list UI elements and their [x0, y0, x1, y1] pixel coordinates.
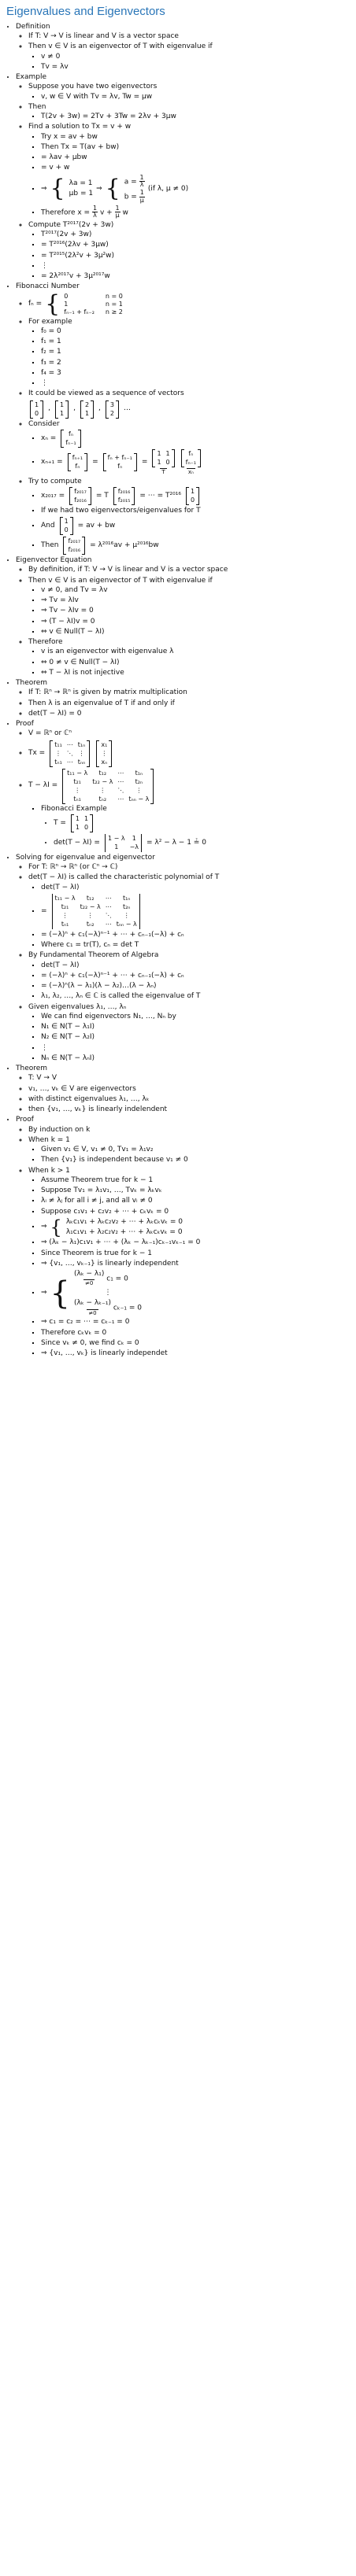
- outline-item: ◦ T: V → V: [28, 1074, 351, 1083]
- math-line: ▪ = (−λ)ⁿ(λ − λ₁)(λ − λ₂)…(λ − λₙ): [41, 982, 351, 991]
- outline-text: det(T − λI) is called the characteristic polynomial of T: [28, 873, 220, 882]
- left-brace-icon: {: [50, 1275, 70, 1312]
- fraction: $\frac{1}{\mu}$: [115, 205, 120, 220]
- math-line: ▪ det(T − λI): [41, 884, 351, 892]
- outline-item: ◦ V = ℝⁿ or ℂⁿ: [28, 729, 351, 738]
- math-line: ▪ ⇒ {v₁, …, vₖ₋₁} is linearly independent: [41, 1260, 351, 1268]
- math-line: ▪ x₂₀₁₇ = f₂₀₁₇ f₂₀₁₆ = T f₂₀₁₆ f₂₀₁₅ = ⋯ = T²⁰¹⁶ 1 0: [41, 487, 351, 505]
- outline-item: ◦ then {v₁, …, vₖ} is linearly indelendent: [28, 1105, 351, 1114]
- vector-sequence: 1 0 , 1 1 , 2 1 , 3 2 …: [28, 400, 351, 419]
- outline-item: ◦ Then λ is an eigenvalue of T if and only if: [28, 699, 351, 708]
- labeled-factor: (λₖ − λₖ₋₁) ≠0: [74, 1299, 111, 1316]
- math-line: ▪ det(T − λI): [41, 961, 351, 970]
- math-line: ▪ ⇔ 0 ≠ v ∈ Null(T − λI): [41, 659, 351, 667]
- section-label: Proof: [16, 720, 34, 729]
- equation-system: λₖc₁v₁ + λₖc₂v₂ + ⋯ + λₖcₖvₖ = 0 λ₁c₁v₁ + λ₂c₂v₂ + ⋯ + λₖcₖvₖ = 0: [65, 1217, 183, 1237]
- outline-item: [28, 1167, 351, 1359]
- outline-item: [28, 221, 351, 282]
- math-line: ▪ Given v₁ ∈ V, v₁ ≠ 0, Tv₁ = λ₁v₂: [41, 1146, 351, 1154]
- outline-text: Then v ∈ V is an eigenvector of T with eigenvalue if: [28, 42, 213, 51]
- solution-system: a = $\frac{1}{\lambda}$ b = $\frac{1}{\mu}$: [124, 173, 144, 204]
- matrix: t₁₁ − λ t₁₂ ⋯ t₁ₙ t₂₁ t₂₂ − λ ⋯ t₂ₙ ⋮ ⋮ ⋱ ⋮ tₙ₁ tₙ₂ ⋯ tₙₙ − λ: [62, 769, 154, 804]
- matrix: 1 1 1 0: [152, 449, 174, 467]
- column-vector: f₂₀₁₆ f₂₀₁₅: [113, 487, 135, 505]
- math-line: ▪ Since Theorem is true for k − 1: [41, 1249, 351, 1258]
- math-line: ▪ λ₁, λ₂, …, λₙ ∈ ℂ is called the eigenvalue of T: [41, 992, 351, 1001]
- section-example: [16, 73, 351, 281]
- math-line: ▪ v, w ∈ V with Tv = λv, Tw = μw: [41, 93, 351, 101]
- section-fibonacci: [16, 282, 351, 555]
- section-eigenvector-equation: [16, 556, 351, 677]
- system-line: ▪ ⇒ { λa = 1 μb = 1 ⇒ { a = $\frac{1}{\lambda}$ b = $\frac{1}{\mu}$ (if λ, μ ≠ 0): [41, 175, 351, 205]
- math-line: ▪ ⇒ Tv − λIv = 0: [41, 607, 351, 615]
- column-vector: fₙ fₙ₋₁: [181, 449, 201, 467]
- piecewise-cases: 0 n = 0 1 n = 1 fₙ₋₁ + fₙ₋₂ n ≥ 2: [64, 292, 123, 316]
- condition: ▪ v ≠ 0: [41, 53, 351, 61]
- outline-text: Fibonacci Example: [41, 804, 107, 813]
- outline-item: ◦ By induction on k: [28, 1126, 351, 1135]
- section-label: Eigenvector Equation: [16, 556, 92, 565]
- math-line: ▪ Then Tx = T(av + bw): [41, 143, 351, 152]
- math-line: ▪ Where c₁ = tr(T), cₙ = det T: [41, 941, 351, 950]
- section-proof: [16, 720, 351, 852]
- outline-text: Therefore: [28, 638, 63, 647]
- outline-item: ◦ v₁, …, vₖ ∈ V are eigenvectors: [28, 1085, 351, 1094]
- math-line: ▪ = T²⁰¹⁵(2λ²v + 3μ²w): [41, 252, 351, 260]
- outline-text: Then: [28, 102, 46, 111]
- math-line: ▪ T(2v + 3w) = 2Tv + 3Tw = 2λv + 3μw: [41, 113, 351, 121]
- math-line: ▪ If we had two eigenvectors/eigenvalues for T: [41, 507, 351, 515]
- column-vector: 2 1: [80, 400, 94, 419]
- outline-item: [28, 389, 351, 418]
- math-line: ▪ ⋮: [41, 1044, 351, 1053]
- math-line: ▪ f₂ = 1: [41, 348, 351, 356]
- column-vector: 1 1: [55, 400, 69, 419]
- fraction: $\frac{1}{\lambda}$: [92, 205, 98, 220]
- section-label: Fibonacci Number: [16, 282, 80, 291]
- left-brace-icon: {: [45, 290, 61, 318]
- outline-text: Consider: [28, 419, 60, 428]
- system-line: ▪ ⇒ { (λₖ − λ₁) ≠0 c₁ = 0 ⋮ (λₖ − λₖ₋₁) ≠0 cₖ₋₁ = 0: [41, 1270, 351, 1316]
- math-line: ▪ ⇒ Tv = λIv: [41, 596, 351, 605]
- outline-item: ◦ det(T − λI) = 0: [28, 710, 351, 718]
- math-line: ◦ Tx = t₁₁ ⋯ t₁ₙ ⋮ ⋱ ⋮ tₙ₁ ⋯ tₙₙ x₁ ⋮ xₙ: [28, 740, 351, 767]
- fraction: $\frac{1}{\lambda}$: [139, 173, 144, 188]
- math-line: ▪ ⋮: [41, 262, 351, 271]
- math-line: ▪ ⇔ T − λI is not injective: [41, 669, 351, 677]
- matrix: t₁₁ ⋯ t₁ₙ ⋮ ⋱ ⋮ tₙ₁ ⋯ tₙₙ: [50, 740, 90, 767]
- outline-text: Given eigenvalues λ₁, …, λₙ: [28, 1002, 127, 1011]
- outline-item: ◦ with distinct eigenvalues λ₁, …, λₖ: [28, 1095, 351, 1104]
- math-line: ▪ = (−λ)ⁿ + c₁(−λ)ⁿ⁻¹ + ⋯ + cₙ₋₁(−λ) + cₙ: [41, 972, 351, 980]
- outline-item: [28, 318, 351, 389]
- outline-item: [28, 951, 351, 1001]
- column-vector: fₙ fₙ₋₁: [61, 430, 80, 448]
- math-line: ▪ = (−λ)ⁿ + c₁(−λ)ⁿ⁻¹ + ⋯ + cₙ₋₁(−λ) + cₙ: [41, 931, 351, 939]
- section-label: Solving for eigenvalue and eigenvector: [16, 853, 155, 862]
- section-solving: [16, 854, 351, 1063]
- labeled-matrix: 1 1 1 0 T: [150, 449, 176, 476]
- math-line: ▪ = 2λ²⁰¹⁷v + 3μ²⁰¹⁷w: [41, 272, 351, 281]
- outline-text: Compute T²⁰¹⁷(2v + 3w): [28, 220, 114, 229]
- fraction: $\frac{1}{\mu}$: [139, 189, 144, 204]
- math-line: ▪ v ≠ 0, and Tv = λv: [41, 586, 351, 595]
- outline-item: [28, 1003, 351, 1064]
- labeled-factor: (λₖ − λ₁) ≠0: [74, 1270, 105, 1287]
- math-line: ▪ f₃ = 2: [41, 359, 351, 367]
- outline-item: [28, 420, 351, 476]
- equation-system: λa = 1 μb = 1: [69, 179, 94, 198]
- section-label: Definition: [16, 22, 50, 31]
- section-label: Theorem: [16, 1065, 48, 1073]
- math-line: ▪ f₁ = 1: [41, 338, 351, 346]
- outline-text: Then v ∈ V is an eigenvector of T with eigenvalue if: [28, 576, 213, 585]
- math-line: ▪ ⇒ c₁ = c₂ = ⋯ = cₖ₋₁ = 0: [41, 1318, 351, 1327]
- math-line: • det(T − λI) = 1 − λ 1 1 −λ = λ² − λ − 1 ≟ 0: [54, 834, 351, 852]
- math-line: • T = 1 1 1 0: [54, 814, 351, 832]
- math-line: ▪ Try x = av + bw: [41, 133, 351, 142]
- math-line: ▪ λᵢ ≠ λⱼ for all i ≠ j, and all vᵢ ≠ 0: [41, 1197, 351, 1205]
- math-line: ▪ ⇒ {v₁, …, vₖ} is linearly independet: [41, 1349, 351, 1358]
- coefficient-system: (λₖ − λ₁) ≠0 c₁ = 0 ⋮ (λₖ − λₖ₋₁) ≠0 cₖ₋₁ = 0: [74, 1270, 142, 1316]
- outline-text: It could be viewed as a sequence of vectors: [28, 389, 184, 398]
- math-line: ▪ ⇒ (T − λI)v = 0: [41, 618, 351, 626]
- section-theorem: [16, 679, 351, 718]
- math-line: ▪ Suppose c₁v₁ + c₂v₂ + ⋯ + cₖvₖ = 0: [41, 1208, 351, 1216]
- math-line: ▪ Suppose Tv₁ = λ₁v₁, …, Tvₖ = λₖvₖ: [41, 1187, 351, 1195]
- left-brace-icon: {: [50, 175, 65, 203]
- determinant: 1 − λ 1 1 −λ: [105, 834, 142, 852]
- math-line: ▪ Nₙ ∈ N(T − λₙI): [41, 1054, 351, 1063]
- math-line: ▪ f₄ = 3: [41, 369, 351, 378]
- math-line: ▪ = λav + μbw: [41, 153, 351, 162]
- math-line: ▪ xₙ = fₙ fₙ₋₁: [41, 430, 351, 448]
- column-vector: x₁ ⋮ xₙ: [96, 740, 112, 767]
- column-vector: 1 0: [186, 487, 199, 505]
- column-vector: 3 2: [106, 400, 119, 419]
- outline-item: ◦ If T: V → V is linear and V is a vector space: [28, 32, 351, 41]
- labeled-vector: fₙ fₙ₋₁ xₙ: [180, 449, 202, 476]
- page-title: Eigenvalues and Eigenvectors: [6, 5, 165, 18]
- column-vector: 1 0: [30, 400, 43, 419]
- math-line: ▪ Therefore cₖvₖ = 0: [41, 1329, 351, 1338]
- math-line: ▪ ⋮: [41, 379, 351, 388]
- outline-item: [41, 805, 351, 852]
- outline-item: [28, 123, 351, 220]
- column-vector: fₙ₊₁ fₙ: [68, 453, 87, 471]
- math-line: ▪ And 1 0 = av + bw: [41, 517, 351, 535]
- outline-text: When k > 1: [28, 1166, 70, 1175]
- outline-text: Try to compute: [28, 477, 82, 485]
- math-line: ▪ v is an eigenvector with eigenvalue λ: [41, 648, 351, 656]
- system-line: ▪ ⇒ { λₖc₁v₁ + λₖc₂v₂ + ⋯ + λₖcₖvₖ = 0 λ₁c₁v₁ + λ₂c₂v₂ + ⋯ + λₖcₖvₖ = 0: [41, 1218, 351, 1238]
- outline-text: For example: [28, 317, 72, 326]
- outline-item: [28, 1136, 351, 1165]
- math-line: ▪ T²⁰¹⁷(2v + 3w): [41, 231, 351, 239]
- column-vector: f₂₀₁₇ f₂₀₁₆: [63, 537, 85, 555]
- math-line: ▪ N₂ ∈ N(T − λ₂I): [41, 1033, 351, 1042]
- outline-item: [28, 638, 351, 677]
- outline-text: When k = 1: [28, 1135, 70, 1144]
- math-line: ▪ xₙ₊₁ = fₙ₊₁ fₙ = fₙ + fₙ₋₁ fₙ = 1 1 1 0 T fₙ fₙ₋₁ xₙ: [41, 449, 351, 476]
- math-line: ▪ Since vₖ ≠ 0, we find cₖ = 0: [41, 1339, 351, 1348]
- condition: ▪ Tv = λv: [41, 63, 351, 72]
- determinant: t₁₁ − λ t₁₂ ⋯ t₁ₙ t₂₁ t₂₂ − λ ⋯ t₂ₙ ⋮ ⋮ ⋱ ⋮ tₙ₁ tₙ₂ ⋯ tₙₙ − λ: [52, 894, 140, 929]
- section-label: Theorem: [16, 679, 48, 688]
- outline-item: [28, 478, 351, 555]
- math-line: ▪ = t₁₁ − λ t₁₂ ⋯ t₁ₙ t₂₁ t₂₂ − λ ⋯ t₂ₙ ⋮ ⋮ ⋱ ⋮ tₙ₁ tₙ₂ ⋯ tₙₙ − λ: [41, 894, 351, 929]
- column-vector: f₂₀₁₇ f₂₀₁₆: [69, 487, 91, 505]
- outline-item: ◦ By definition, if T: V → V is linear and V is a vector space: [28, 566, 351, 574]
- math-line: ▪ ⇒ (λₖ − λ₁)c₁v₁ + ⋯ + (λₖ − λₖ₋₁)cₖ₋₁vₖ₋₁ = 0: [41, 1238, 351, 1247]
- math-line: ▪ = T²⁰¹⁶(2λv + 3μw): [41, 241, 351, 249]
- outline-item: [28, 577, 351, 637]
- outline-text: Suppose you have two eigenvectors: [28, 83, 158, 91]
- section-definition: [16, 23, 351, 72]
- math-line: ◦ T − λI = t₁₁ − λ t₁₂ ⋯ t₁ₙ t₂₁ t₂₂ − λ ⋯ t₂ₙ ⋮ ⋮ ⋱ ⋮ tₙ₁ tₙ₂ ⋯ tₙₙ − λ ▪ Fibonacci Example • T = 1 1 1 0 • det(T − λI) = 1 − λ 1 1 −λ = λ² − λ − 1 ≟ 0: [28, 769, 351, 852]
- math-line: ▪ ⇔ v ∈ Null(T − λI): [41, 628, 351, 637]
- outline-item: [28, 873, 351, 950]
- fn-definition: ◦ fₙ = { 0 n = 0 1 n = 1 fₙ₋₁ + fₙ₋₂ n ≥ 2: [28, 293, 351, 316]
- outline-item: [28, 103, 351, 122]
- outline-text: By Fundamental Theorem of Algebra: [28, 951, 159, 960]
- section-proof: [16, 1116, 351, 1358]
- left-brace-icon: {: [105, 175, 121, 203]
- outline-text: Find a solution to Tx = v + w: [28, 123, 132, 131]
- outline: [5, 23, 351, 1359]
- outline-item: ◦ For T: ℝⁿ → ℝⁿ (or ℂⁿ → ℂ): [28, 863, 351, 872]
- column-vector: 1 0: [60, 517, 73, 535]
- column-vector: fₙ + fₙ₋₁ fₙ: [103, 453, 137, 471]
- therefore-line: ▪ Therefore x = $\frac{1}{\lambda}$ v + $\frac{1}{\mu}$ w: [41, 205, 351, 220]
- outline-item: [28, 42, 351, 72]
- math-line: ▪ Assume Theorem true for k − 1: [41, 1176, 351, 1185]
- math-line: ▪ f₀ = 0: [41, 327, 351, 336]
- math-line: ▪ = v + w: [41, 164, 351, 172]
- math-line: ▪ Then f₂₀₁₇ f₂₀₁₆ = λ²⁰¹⁶av + μ²⁰¹⁶bw: [41, 537, 351, 555]
- math-line: ▪ We can find eigenvectors N₁, …, Nₙ by: [41, 1013, 351, 1021]
- matrix: 1 1 1 0: [71, 814, 93, 832]
- section-label: Example: [16, 73, 47, 81]
- left-brace-icon: {: [50, 1216, 62, 1239]
- math-line: ▪ Then {v₁} is independent because v₁ ≠ 0: [41, 1156, 351, 1164]
- outline-item: [28, 83, 351, 101]
- section-theorem: [16, 1065, 351, 1114]
- section-label: Proof: [16, 1116, 34, 1124]
- math-line: ▪ N₁ ∈ N(T − λ₁I): [41, 1023, 351, 1032]
- outline-item: ◦ If T: ℝⁿ → ℝⁿ is given by matrix multiplication: [28, 688, 351, 697]
